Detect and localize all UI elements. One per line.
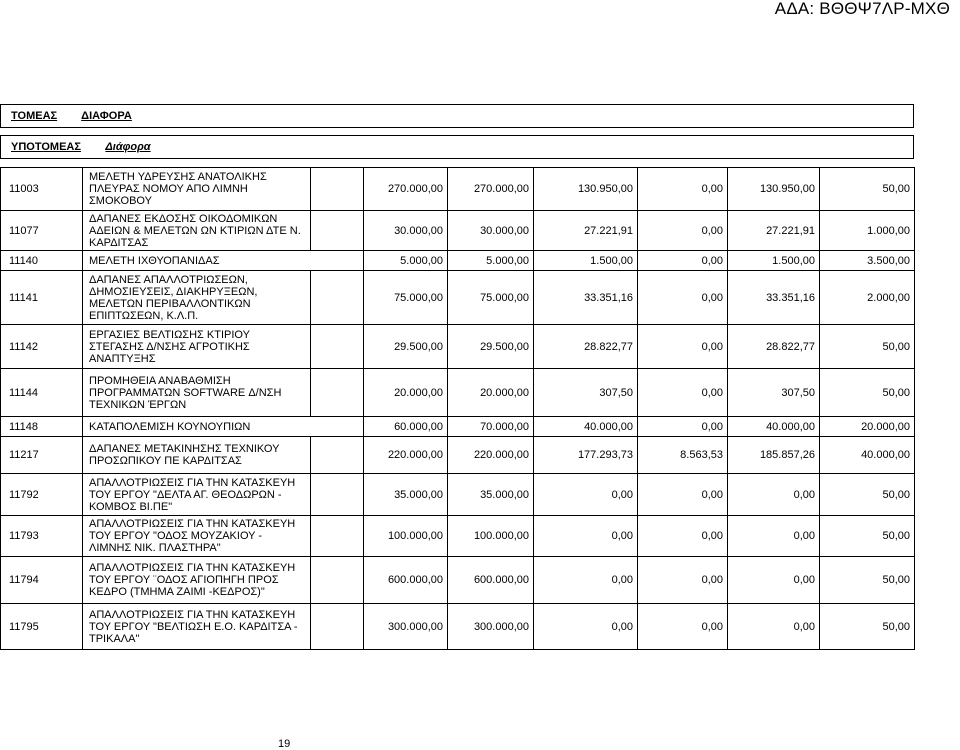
amount-col-6: 2.000,00: [820, 271, 915, 325]
spacer-cell: [311, 271, 364, 325]
amount-col-1: 35.000,00: [364, 474, 448, 516]
table-row: [1, 557, 915, 604]
spacer-cell: [311, 369, 364, 417]
subsector-label: ΥΠΟΤΟΜΕΑΣ: [11, 141, 81, 153]
subsector-header: [0, 135, 914, 159]
amount-col-5: 40.000,00: [728, 417, 820, 437]
amount-col-4: 0,00: [638, 417, 728, 437]
amount-col-4: 0,00: [638, 516, 728, 557]
sector-value: ΔΙΑΦΟΡΑ: [81, 110, 132, 122]
row-description: ΜΕΛΕΤΗ ΥΔΡΕΥΣΗΣ ΑΝΑΤΟΛΙΚΗΣ ΠΛΕΥΡΑΣ ΝΟΜΟΥ ΑΠΟ ΛΙΜΝΗ ΣΜΟΚΟΒΟΥ: [83, 168, 311, 211]
amount-col-4: 0,00: [638, 211, 728, 251]
spacer-cell: [311, 211, 364, 251]
amount-col-2: 29.500,00: [448, 325, 534, 369]
amount-col-6: 50,00: [820, 325, 915, 369]
row-code: 11144: [1, 369, 83, 417]
amount-col-4: 0,00: [638, 557, 728, 604]
row-code: 11003: [1, 168, 83, 211]
row-code: 11142: [1, 325, 83, 369]
row-description: ΔΑΠΑΝΕΣ ΕΚΔΟΣΗΣ ΟΙΚΟΔΟΜΙΚΩΝ ΑΔΕΙΩΝ & ΜΕΛΕΤΩΝ ΩΝ ΚΤΙΡΙΩΝ ΔΤΕ Ν. ΚΑΡΔΙΤΣΑΣ: [83, 211, 311, 251]
amount-col-3: 177.293,73: [534, 437, 638, 474]
spacer-cell: [311, 604, 364, 650]
amount-col-5: 307,50: [728, 369, 820, 417]
row-description: ΚΑΤΑΠΟΛΕΜΙΣΗ ΚΟΥΝΟΥΠΙΩΝ: [83, 417, 364, 437]
amount-col-1: 30.000,00: [364, 211, 448, 251]
row-description: ΔΑΠΑΝΕΣ ΑΠΑΛΛΟΤΡΙΩΣΕΩΝ, ΔΗΜΟΣΙΕΥΣΕΙΣ, ΔΙΑΚΗΡΥΞΕΩΝ, ΜΕΛΕΤΩΝ ΠΕΡΙΒΑΛΛΟΝΤΙΚΩΝ ΕΠΙΠΤΩΣΕΩΝ, Κ.Λ.Π.: [83, 271, 311, 325]
row-code: 11794: [1, 557, 83, 604]
amount-col-1: 600.000,00: [364, 557, 448, 604]
amount-col-3: 40.000,00: [534, 417, 638, 437]
spacer-cell: [311, 168, 364, 211]
amount-col-3: 130.950,00: [534, 168, 638, 211]
amount-col-2: 35.000,00: [448, 474, 534, 516]
amount-col-1: 270.000,00: [364, 168, 448, 211]
amount-col-2: 70.000,00: [448, 417, 534, 437]
amount-col-3: 28.822,77: [534, 325, 638, 369]
table-row: [1, 604, 915, 650]
amount-col-5: 0,00: [728, 474, 820, 516]
row-description: ΔΑΠΑΝΕΣ ΜΕΤΑΚΙΝΗΣΗΣ ΤΕΧΝΙΚΟΥ ΠΡΟΣΩΠΙΚΟΥ ΠΕ ΚΑΡΔΙΤΣΑΣ: [83, 437, 311, 474]
spacer-cell: [311, 516, 364, 557]
subsector-cell: [1, 136, 914, 159]
amount-col-2: 300.000,00: [448, 604, 534, 650]
amount-col-5: 1.500,00: [728, 251, 820, 271]
row-code: 11792: [1, 474, 83, 516]
amount-col-6: 50,00: [820, 369, 915, 417]
amount-col-6: 1.000,00: [820, 211, 915, 251]
amount-col-5: 185.857,26: [728, 437, 820, 474]
spacer-cell: [311, 325, 364, 369]
amount-col-3: 0,00: [534, 557, 638, 604]
table-row: [1, 325, 915, 369]
amount-col-4: 0,00: [638, 168, 728, 211]
amount-col-4: 0,00: [638, 325, 728, 369]
amount-col-1: 5.000,00: [364, 251, 448, 271]
amount-col-5: 130.950,00: [728, 168, 820, 211]
amount-col-3: 27.221,91: [534, 211, 638, 251]
spacer-cell: [311, 474, 364, 516]
row-description: ΑΠΑΛΛΟΤΡΙΩΣΕΙΣ ΓΙΑ ΤΗΝ ΚΑΤΑΣΚΕΥΗ ΤΟΥ ΕΡΓΟΥ "ΒΕΛΤΙΩΣΗ Ε.Ο. ΚΑΡΔΙΤΣΑ - ΤΡΙΚΑΛΑ": [83, 604, 311, 650]
amount-col-1: 20.000,00: [364, 369, 448, 417]
amount-col-6: 20.000,00: [820, 417, 915, 437]
amount-col-4: 0,00: [638, 251, 728, 271]
amount-col-3: 1.500,00: [534, 251, 638, 271]
row-code: 11795: [1, 604, 83, 650]
table-row: [1, 211, 915, 251]
amount-col-1: 60.000,00: [364, 417, 448, 437]
amount-col-2: 100.000,00: [448, 516, 534, 557]
row-description: ΠΡΟΜΗΘΕΙΑ ΑΝΑΒΑΘΜΙΣΗ ΠΡΟΓΡΑΜΜΑΤΩΝ SOFTWARE Δ/ΝΣΗ ΤΕΧΝΙΚΩΝ ΈΡΓΩΝ: [83, 369, 311, 417]
sector-header: [0, 104, 914, 128]
amount-col-5: 27.221,91: [728, 211, 820, 251]
spacer-cell: [311, 437, 364, 474]
amount-col-5: 0,00: [728, 516, 820, 557]
amount-col-5: 0,00: [728, 604, 820, 650]
row-description: ΑΠΑΛΛΟΤΡΙΩΣΕΙΣ ΓΙΑ ΤΗΝ ΚΑΤΑΣΚΕΥΗ ΤΟΥ ΕΡΓΟΥ "ΔΕΛΤΑ ΑΓ. ΘΕΟΔΩΡΩΝ - ΚΟΜΒΟΣ ΒΙ.ΠΕ": [83, 474, 311, 516]
amount-col-2: 20.000,00: [448, 369, 534, 417]
row-code: 11148: [1, 417, 83, 437]
page-number: 19: [278, 738, 291, 750]
sector-label: ΤΟΜΕΑΣ: [11, 110, 58, 122]
budget-table: [0, 167, 915, 650]
amount-col-2: 600.000,00: [448, 557, 534, 604]
amount-col-1: 75.000,00: [364, 271, 448, 325]
table-row: [1, 417, 915, 437]
amount-col-6: 3.500,00: [820, 251, 915, 271]
amount-col-2: 5.000,00: [448, 251, 534, 271]
ada-identifier: ΑΔΑ: ΒΘΘΨ7ΛΡ-ΜΧΘ: [774, 0, 950, 18]
row-code: 11141: [1, 271, 83, 325]
amount-col-2: 75.000,00: [448, 271, 534, 325]
amount-col-4: 8.563,53: [638, 437, 728, 474]
table-row: [1, 369, 915, 417]
amount-col-6: 50,00: [820, 474, 915, 516]
amount-col-3: 0,00: [534, 604, 638, 650]
amount-col-5: 28.822,77: [728, 325, 820, 369]
amount-col-6: 50,00: [820, 516, 915, 557]
row-description: ΜΕΛΕΤΗ ΙΧΘΥΟΠΑΝΙΔΑΣ: [83, 251, 364, 271]
amount-col-4: 0,00: [638, 271, 728, 325]
table-row: [1, 251, 915, 271]
row-code: 11077: [1, 211, 83, 251]
row-code: 11217: [1, 437, 83, 474]
amount-col-5: 33.351,16: [728, 271, 820, 325]
amount-col-3: 33.351,16: [534, 271, 638, 325]
amount-col-6: 40.000,00: [820, 437, 915, 474]
amount-col-1: 100.000,00: [364, 516, 448, 557]
amount-col-6: 50,00: [820, 557, 915, 604]
amount-col-6: 50,00: [820, 168, 915, 211]
row-code: 11793: [1, 516, 83, 557]
amount-col-1: 220.000,00: [364, 437, 448, 474]
amount-col-4: 0,00: [638, 369, 728, 417]
row-description: ΑΠΑΛΛΟΤΡΙΩΣΕΙΣ ΓΙΑ ΤΗΝ ΚΑΤΑΣΚΕΥΗ ΤΟΥ ΕΡΓΟΥ "ΟΔΟΣ ΜΟΥΖΑΚΙΟΥ - ΛΙΜΝΗΣ ΝΙΚ. ΠΛΑΣΤΗΡΑ": [83, 516, 311, 557]
sector-cell: [1, 105, 914, 128]
subsector-value: Διάφορα: [105, 141, 151, 153]
amount-col-2: 30.000,00: [448, 211, 534, 251]
row-description: ΕΡΓΑΣΙΕΣ ΒΕΛΤΙΩΣΗΣ ΚΤΙΡΙΟΥ ΣΤΕΓΑΣΗΣ Δ/ΝΣΗΣ ΑΓΡΟΤΙΚΗΣ ΑΝΑΠΤΥΞΗΣ: [83, 325, 311, 369]
table-row: [1, 437, 915, 474]
table-row: [1, 168, 915, 211]
amount-col-2: 220.000,00: [448, 437, 534, 474]
amount-col-6: 50,00: [820, 604, 915, 650]
spacer-cell: [311, 557, 364, 604]
amount-col-1: 29.500,00: [364, 325, 448, 369]
amount-col-5: 0,00: [728, 557, 820, 604]
table-row: [1, 516, 915, 557]
table-row: [1, 271, 915, 325]
amount-col-3: 307,50: [534, 369, 638, 417]
amount-col-2: 270.000,00: [448, 168, 534, 211]
amount-col-4: 0,00: [638, 604, 728, 650]
row-code: 11140: [1, 251, 83, 271]
amount-col-4: 0,00: [638, 474, 728, 516]
amount-col-3: 0,00: [534, 474, 638, 516]
row-description: ΑΠΑΛΛΟΤΡΙΩΣΕΙΣ ΓΙΑ ΤΗΝ ΚΑΤΑΣΚΕΥΗ ΤΟΥ ΕΡΓΟΥ ¨ΟΔΟΣ ΑΓΙΟΠΗΓΗ ΠΡΟΣ ΚΕΔΡΟ (ΤΜΗΜΑ ΖΑΙΜΙ -ΚΕΔΡΟΣ)": [83, 557, 311, 604]
amount-col-1: 300.000,00: [364, 604, 448, 650]
table-row: [1, 474, 915, 516]
amount-col-3: 0,00: [534, 516, 638, 557]
